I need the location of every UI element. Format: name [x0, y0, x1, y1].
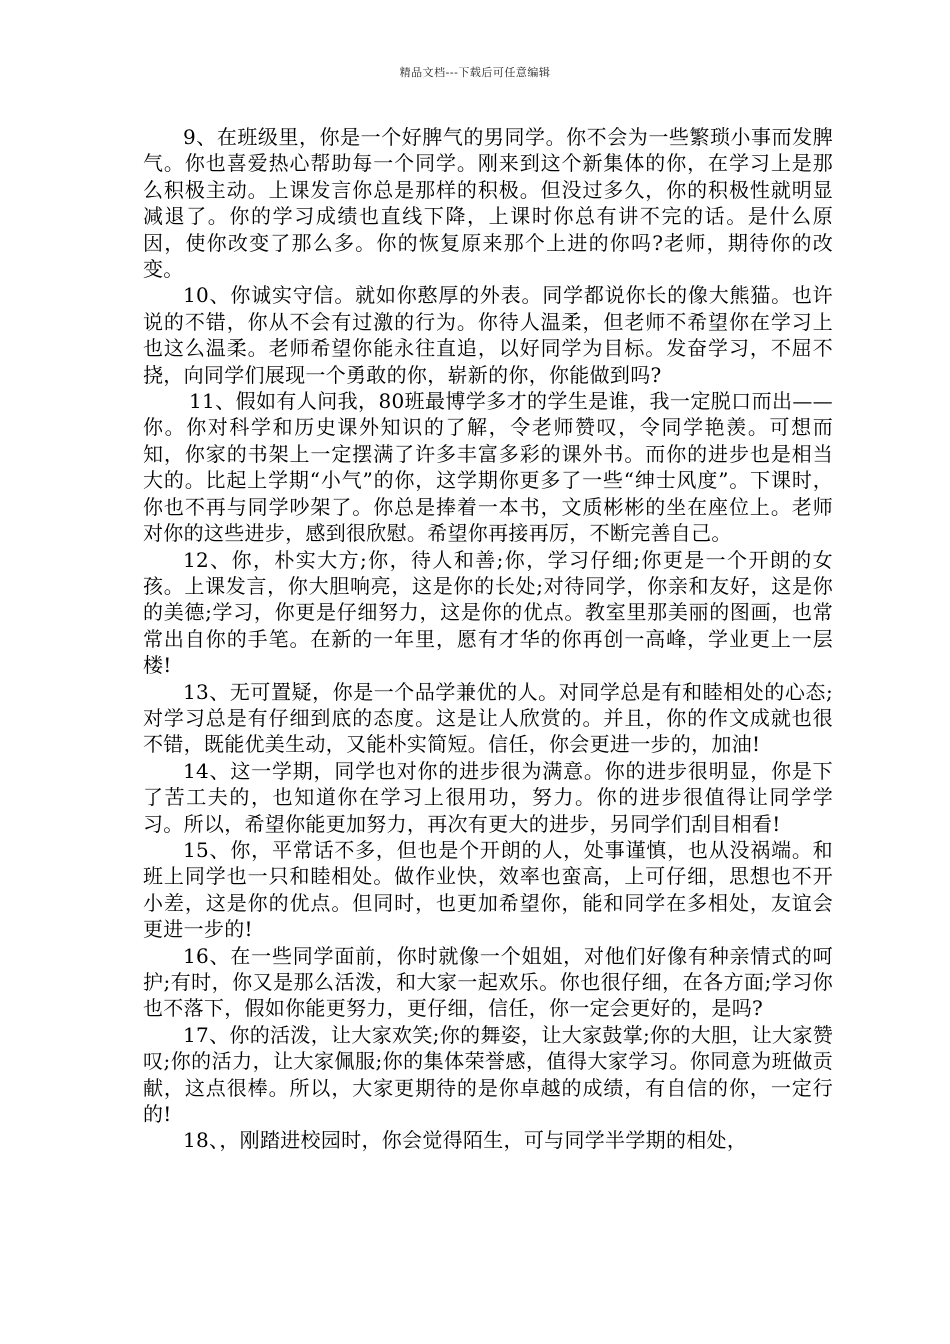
paragraph-14: 14、这一学期，同学也对你的进步很为满意。你的进步很明显，你是下了苦工夫的，也知道你在学习上很用功，努力。你的进步很值得让同学学习。所以，希望你能更加努力，再次有更大的进步，另同学们刮目相看! [143, 758, 833, 836]
paragraph-16: 16、在一些同学面前，你时就像一个姐姐，对他们好像有种亲情式的呵护;有时，你又是那么活泼，和大家一起欢乐。你也很仔细，在各方面;学习你也不落下，假如你能更努力，更仔细，信任，你一定会更好的，是吗? [143, 943, 833, 1021]
paragraph-17: 17、你的活泼，让大家欢笑;你的舞姿，让大家鼓掌;你的大胆，让大家赞叹;你的活力，让大家佩服;你的集体荣誉感，值得大家学习。你同意为班做贡献，这点很棒。所以，大家更期待的是你卓越的成绩，有自信的你，一定行的! [143, 1022, 833, 1127]
paragraph-11: 11、假如有人问我，80班最博学多才的学生是谁，我一定脱口而出——你。你对科学和历史课外知识的了解，令老师赞叹，令同学艳羡。可想而知，你家的书架上一定摆满了许多丰富多彩的课外书。而你的进步也是相当大的。比起上学期“小气”的你，这学期你更多了一些“绅士风度”。下课时，你也不再与同学吵架了。你总是捧着一本书，文质彬彬的坐在座位上。老师对你的这些进步，感到很欣慰。希望你再接再厉，不断完善自己。 [143, 389, 833, 546]
paragraph-10: 10、你诚实守信。就如你憨厚的外表。同学都说你长的像大熊猫。也许说的不错，你从不会有过激的行为。你待人温柔，但老师不希望你在学习上也这么温柔。老师希望你能永往直追，以好同学为目标。发奋学习，不屈不挠，向同学们展现一个勇敢的你，崭新的你，你能做到吗? [143, 283, 833, 387]
paragraph-15: 15、你，平常话不多，但也是个开朗的人，处事谨慎，也从没祸端。和班上同学也一只和睦相处。做作业快，效率也蛮高，上可仔细，思想也不开小差，这是你的优点。但同时，也更加希望你，能和同学在多相处，友谊会更进一步的! [143, 837, 833, 942]
page-header: 精品文档---下载后可任意编辑 [399, 66, 551, 79]
paragraph-9: 9、在班级里，你是一个好脾气的男同学。你不会为一些繁琐小事而发脾气。你也喜爱热心帮助每一个同学。刚来到这个新集体的你，在学习上是那么积极主动。上课发言你总是那样的积极。但没过多久，你的积极性就明显减退了。你的学习成绩也直线下降，上课时你总有讲不完的话。是什么原因，使你改变了那么多。你的恢复原来那个上进的你吗?老师，期待你的改变。 [143, 125, 833, 282]
paragraph-12: 12、你，朴实大方;你，待人和善;你，学习仔细;你更是一个开朗的女孩。上课发言，你大胆响亮，这是你的长处;对待同学，你亲和友好，这是你的美德;学习，你更是仔细努力，这是你的优点。教室里那美丽的图画，也常常出自你的手笔。在新的一年里，愿有才华的你再创一高峰，学业更上一层楼! [143, 547, 833, 678]
document-body [143, 124, 833, 1154]
paragraph-18: 18、，刚踏进校园时，你会觉得陌生，可与同学半学期的相处， [183, 1128, 748, 1153]
paragraph-13: 13、无可置疑，你是一个品学兼优的人。对同学总是有和睦相处的心态;对学习总是有仔细到底的态度。这是让人欣赏的。并且，你的作文成就也很不错，既能优美生动，又能朴实简短。信任，你会更进一步的，加油! [143, 679, 833, 757]
